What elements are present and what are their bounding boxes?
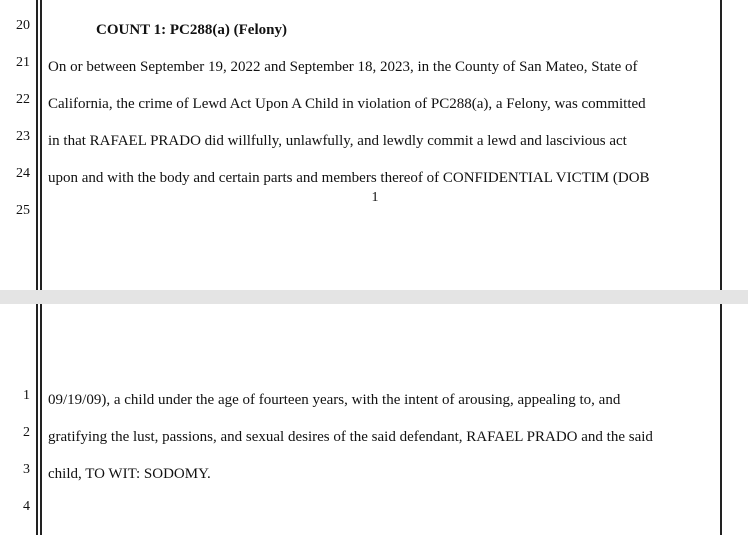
count-heading: COUNT 1: PC288(a) (Felony) bbox=[96, 22, 287, 38]
pleading-line: 09/19/09), a child under the age of fourteen years, with the intent of arousing, appealing to, and bbox=[48, 392, 621, 408]
line-number: 22 bbox=[16, 92, 30, 107]
line-number: 3 bbox=[23, 462, 30, 477]
right-margin-rule bbox=[720, 0, 722, 290]
line-number: 23 bbox=[16, 129, 30, 144]
pleading-line: On or between September 19, 2022 and September 18, 2023, in the County of San Mateo, State of bbox=[48, 59, 638, 75]
pleading-line: California, the crime of Lewd Act Upon A Child in violation of PC288(a), a Felony, was committed bbox=[48, 96, 646, 112]
left-margin-rule bbox=[36, 0, 38, 290]
document-page-bottom bbox=[0, 304, 748, 535]
left-margin-rule-inner bbox=[40, 0, 42, 290]
line-number: 24 bbox=[16, 166, 30, 181]
line-number: 4 bbox=[23, 499, 30, 514]
left-margin-rule-inner bbox=[40, 304, 42, 535]
left-margin-rule bbox=[36, 304, 38, 535]
pleading-line: upon and with the body and certain parts and members thereof of CONFIDENTIAL VICTIM (DOB bbox=[48, 170, 650, 186]
pleading-line: child, TO WIT: SODOMY. bbox=[48, 466, 211, 482]
right-margin-rule bbox=[720, 304, 722, 535]
page-number: 1 bbox=[371, 190, 379, 205]
line-number: 25 bbox=[16, 203, 30, 218]
page-break-gap bbox=[0, 290, 748, 304]
line-number: 2 bbox=[23, 425, 30, 440]
line-number: 20 bbox=[16, 18, 30, 33]
pleading-line: gratifying the lust, passions, and sexual desires of the said defendant, RAFAEL PRADO and the said bbox=[48, 429, 653, 445]
line-number: 21 bbox=[16, 55, 30, 70]
pleading-line: in that RAFAEL PRADO did willfully, unlawfully, and lewdly commit a lewd and lascivious act bbox=[48, 133, 627, 149]
line-number: 1 bbox=[23, 388, 30, 403]
